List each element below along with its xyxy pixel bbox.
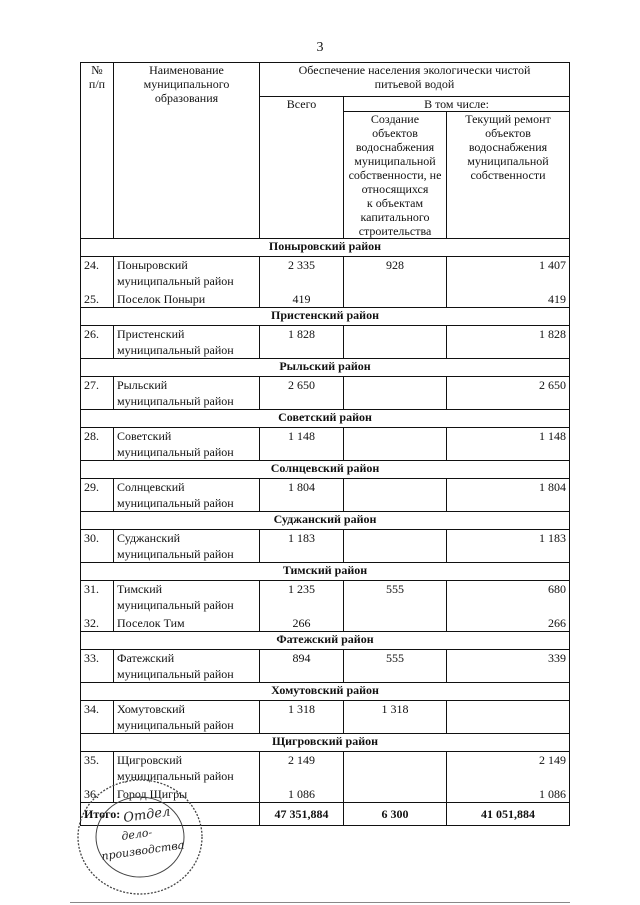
blank-line xyxy=(450,273,566,289)
blank-line xyxy=(84,342,110,358)
repair-value xyxy=(447,479,570,512)
municipality-name-line: муниципальный район xyxy=(117,274,234,288)
creation-cell xyxy=(347,530,443,546)
repair-cell: 1 183 xyxy=(539,531,567,545)
repair-value xyxy=(447,428,570,461)
total-cell: 1 183 xyxy=(288,531,315,545)
blank-line xyxy=(84,717,110,733)
municipality-name xyxy=(114,701,260,734)
municipality-name-line: Щигровский xyxy=(117,753,183,767)
water-supply-table xyxy=(80,62,570,826)
creation-cell xyxy=(347,291,443,307)
creation-value xyxy=(344,701,447,734)
table-row xyxy=(81,326,570,359)
blank-line xyxy=(84,666,110,682)
total-cell: 1 086 xyxy=(288,787,315,801)
municipality-name-line: муниципальный район xyxy=(117,667,234,681)
repair-value xyxy=(447,530,570,563)
blank-line xyxy=(450,444,566,460)
repair-cell: 1 407 xyxy=(539,258,567,272)
district-row xyxy=(81,512,570,530)
row-number-value: 27. xyxy=(84,378,99,392)
blank-line xyxy=(450,393,566,409)
municipality-name-line: Поселок Тим xyxy=(117,616,185,630)
blank-line xyxy=(347,717,443,733)
totals-total: 47 351,884 xyxy=(260,803,344,826)
total-value xyxy=(260,752,344,803)
total-cell: 1 804 xyxy=(288,480,315,494)
row-number-value: 32. xyxy=(84,616,99,630)
total-value xyxy=(260,377,344,410)
creation-value xyxy=(344,650,447,683)
district-name: Хомутовский район xyxy=(81,683,570,701)
header-num: № п/п xyxy=(81,63,114,239)
blank-line xyxy=(263,546,340,562)
blank-line xyxy=(84,393,110,409)
total-value xyxy=(260,479,344,512)
row-number xyxy=(81,701,114,734)
total-value xyxy=(260,428,344,461)
blank-line xyxy=(450,768,566,784)
municipality-name-line: муниципальный район xyxy=(117,445,234,459)
total-value xyxy=(260,581,344,632)
repair-cell: 1 828 xyxy=(539,327,567,341)
municipality-name-line: Фатежский xyxy=(117,651,175,665)
municipality-name-line: Поныровский xyxy=(117,258,188,272)
repair-value xyxy=(447,326,570,359)
table-row xyxy=(81,530,570,563)
district-name: Суджанский район xyxy=(81,512,570,530)
blank-line xyxy=(450,495,566,511)
creation-cell xyxy=(347,786,443,802)
row-number xyxy=(81,581,114,632)
repair-value xyxy=(447,257,570,308)
blank-line xyxy=(347,597,443,613)
blank-line xyxy=(84,597,110,613)
row-number-value: 30. xyxy=(84,531,99,545)
municipality-name-line: Тимский xyxy=(117,582,163,596)
repair-cell: 1 086 xyxy=(539,787,567,801)
office-stamp xyxy=(74,776,206,898)
repair-cell: 339 xyxy=(548,651,567,665)
municipality-name-line: муниципальный район xyxy=(117,343,234,357)
blank-line xyxy=(84,444,110,460)
district-name: Пристенский район xyxy=(81,308,570,326)
total-value xyxy=(260,530,344,563)
blank-line xyxy=(450,342,566,358)
creation-cell: 555 xyxy=(386,651,404,665)
row-number-value: 34. xyxy=(84,702,99,716)
stamp-line-2: дело- xyxy=(120,825,153,843)
page-bottom-rule xyxy=(70,902,570,903)
municipality-name-line: Пристенский xyxy=(117,327,185,341)
repair-cell: 419 xyxy=(548,292,567,306)
repair-value xyxy=(447,752,570,803)
repair-cell: 1 804 xyxy=(539,480,567,494)
repair-value xyxy=(447,377,570,410)
blank-line xyxy=(263,393,340,409)
header-total: Всего xyxy=(260,97,344,239)
creation-value xyxy=(344,326,447,359)
municipality-name-line: муниципальный район xyxy=(117,598,234,612)
total-cell: 2 335 xyxy=(288,258,315,272)
total-value xyxy=(260,650,344,683)
table-row xyxy=(81,257,570,308)
blank-line xyxy=(263,717,340,733)
district-name: Щигровский район xyxy=(81,734,570,752)
district-row xyxy=(81,461,570,479)
blank-line xyxy=(347,546,443,562)
municipality-name-line: муниципальный район xyxy=(117,547,234,561)
creation-cell xyxy=(347,326,443,342)
blank-line xyxy=(450,666,566,682)
blank-line xyxy=(347,444,443,460)
creation-value xyxy=(344,752,447,803)
repair-cell: 2 650 xyxy=(539,378,567,392)
municipality-name xyxy=(114,650,260,683)
repair-cell: 2 149 xyxy=(539,753,567,767)
header-group: Обеспечение населения экологически чистой питьевой водой xyxy=(260,63,570,97)
repair-cell: 680 xyxy=(548,582,567,596)
municipality-name xyxy=(114,479,260,512)
district-row xyxy=(81,359,570,377)
row-number-value: 33. xyxy=(84,651,99,665)
municipality-name-line: Солнцевский xyxy=(117,480,185,494)
district-row xyxy=(81,563,570,581)
municipality-name-line: муниципальный район xyxy=(117,496,234,510)
creation-cell: 928 xyxy=(386,258,404,272)
row-number-value: 29. xyxy=(84,480,99,494)
district-name: Солнцевский район xyxy=(81,461,570,479)
district-name: Рыльский район xyxy=(81,359,570,377)
row-number xyxy=(81,428,114,461)
district-row xyxy=(81,239,570,257)
creation-value xyxy=(344,377,447,410)
row-number xyxy=(81,530,114,563)
total-value xyxy=(260,701,344,734)
municipality-name-line: Советский xyxy=(117,429,172,443)
row-number-value: 28. xyxy=(84,429,99,443)
total-value xyxy=(260,326,344,359)
totals-repair: 41 051,884 xyxy=(447,803,570,826)
blank-line xyxy=(450,546,566,562)
header-creation: Создание объектов водоснабжения муниципальной собственности, не относящихся к объектам капитального строительства xyxy=(344,112,447,239)
creation-cell xyxy=(347,377,443,393)
table-row xyxy=(81,428,570,461)
repair-value xyxy=(447,581,570,632)
municipality-name xyxy=(114,326,260,359)
district-name: Тимский район xyxy=(81,563,570,581)
municipality-name-line: Город Щигры xyxy=(117,787,188,801)
district-name: Фатежский район xyxy=(81,632,570,650)
creation-cell xyxy=(347,615,443,631)
creation-cell xyxy=(347,428,443,444)
blank-line xyxy=(84,546,110,562)
row-number-value: 31. xyxy=(84,582,99,596)
total-cell: 2 650 xyxy=(288,378,315,392)
blank-line xyxy=(263,495,340,511)
blank-line xyxy=(450,717,566,733)
blank-line xyxy=(347,273,443,289)
row-number-value: 24. xyxy=(84,258,99,272)
row-number-value: 26. xyxy=(84,327,99,341)
row-number xyxy=(81,326,114,359)
district-row xyxy=(81,410,570,428)
total-cell: 419 xyxy=(292,292,311,306)
blank-line xyxy=(263,768,340,784)
creation-cell: 555 xyxy=(386,582,404,596)
table-row xyxy=(81,650,570,683)
blank-line xyxy=(84,495,110,511)
header-repair: Текущий ремонт объектов водоснабжения муниципальной собственности xyxy=(447,112,570,239)
row-number xyxy=(81,479,114,512)
repair-cell: 1 148 xyxy=(539,429,567,443)
municipality-name-line: Суджанский xyxy=(117,531,181,545)
repair-cell xyxy=(450,701,566,717)
blank-line xyxy=(263,666,340,682)
total-cell: 894 xyxy=(292,651,311,665)
district-row xyxy=(81,734,570,752)
blank-line xyxy=(347,495,443,511)
blank-line xyxy=(263,597,340,613)
district-name: Советский район xyxy=(81,410,570,428)
district-row xyxy=(81,308,570,326)
header-name: Наименование муниципального образования xyxy=(114,63,260,239)
total-cell: 1 318 xyxy=(288,702,315,716)
table-row xyxy=(81,479,570,512)
blank-line xyxy=(263,273,340,289)
header-including: В том числе: xyxy=(344,97,570,112)
municipality-name xyxy=(114,530,260,563)
total-value xyxy=(260,257,344,308)
total-cell: 1 828 xyxy=(288,327,315,341)
district-row xyxy=(81,683,570,701)
municipality-name xyxy=(114,257,260,308)
stamp-line-1: Отдел xyxy=(122,804,172,826)
total-cell: 266 xyxy=(292,616,311,630)
creation-cell xyxy=(347,752,443,768)
repair-value xyxy=(447,650,570,683)
municipality-name-line: муниципальный район xyxy=(117,394,234,408)
municipality-name xyxy=(114,581,260,632)
municipality-name-line: Поселок Поныри xyxy=(117,292,206,306)
creation-value xyxy=(344,257,447,308)
creation-cell: 1 318 xyxy=(381,702,409,716)
total-cell: 1 148 xyxy=(288,429,315,443)
row-number-value: 36. xyxy=(84,787,99,801)
blank-line xyxy=(263,342,340,358)
table-row xyxy=(81,581,570,632)
repair-cell: 266 xyxy=(548,616,567,630)
table-header xyxy=(81,63,570,239)
municipality-name-line: муниципальный район xyxy=(117,769,234,783)
repair-value xyxy=(447,701,570,734)
stamp-line-3: производства xyxy=(100,838,185,863)
blank-line xyxy=(450,597,566,613)
district-row xyxy=(81,632,570,650)
creation-value xyxy=(344,428,447,461)
blank-line xyxy=(347,666,443,682)
municipality-name xyxy=(114,428,260,461)
blank-line xyxy=(84,273,110,289)
row-number-value: 35. xyxy=(84,753,99,767)
municipality-name-line: муниципальный район xyxy=(117,718,234,732)
municipality-name-line: Хомутовский xyxy=(117,702,185,716)
row-number xyxy=(81,650,114,683)
total-cell: 1 235 xyxy=(288,582,315,596)
total-cell: 2 149 xyxy=(288,753,315,767)
row-number xyxy=(81,377,114,410)
table-body xyxy=(81,239,570,826)
totals-label: Итого: xyxy=(81,803,260,826)
page-number: 3 xyxy=(316,40,324,55)
table-row xyxy=(81,377,570,410)
table-row xyxy=(81,701,570,734)
totals-creation: 6 300 xyxy=(344,803,447,826)
district-name: Поныровский район xyxy=(81,239,570,257)
blank-line xyxy=(263,444,340,460)
municipality-name xyxy=(114,377,260,410)
blank-line xyxy=(347,342,443,358)
row-number xyxy=(81,257,114,308)
creation-value xyxy=(344,581,447,632)
creation-value xyxy=(344,479,447,512)
blank-line xyxy=(347,393,443,409)
creation-value xyxy=(344,530,447,563)
row-number-value: 25. xyxy=(84,292,99,306)
blank-line xyxy=(347,768,443,784)
creation-cell xyxy=(347,479,443,495)
municipality-name-line: Рыльский xyxy=(117,378,168,392)
